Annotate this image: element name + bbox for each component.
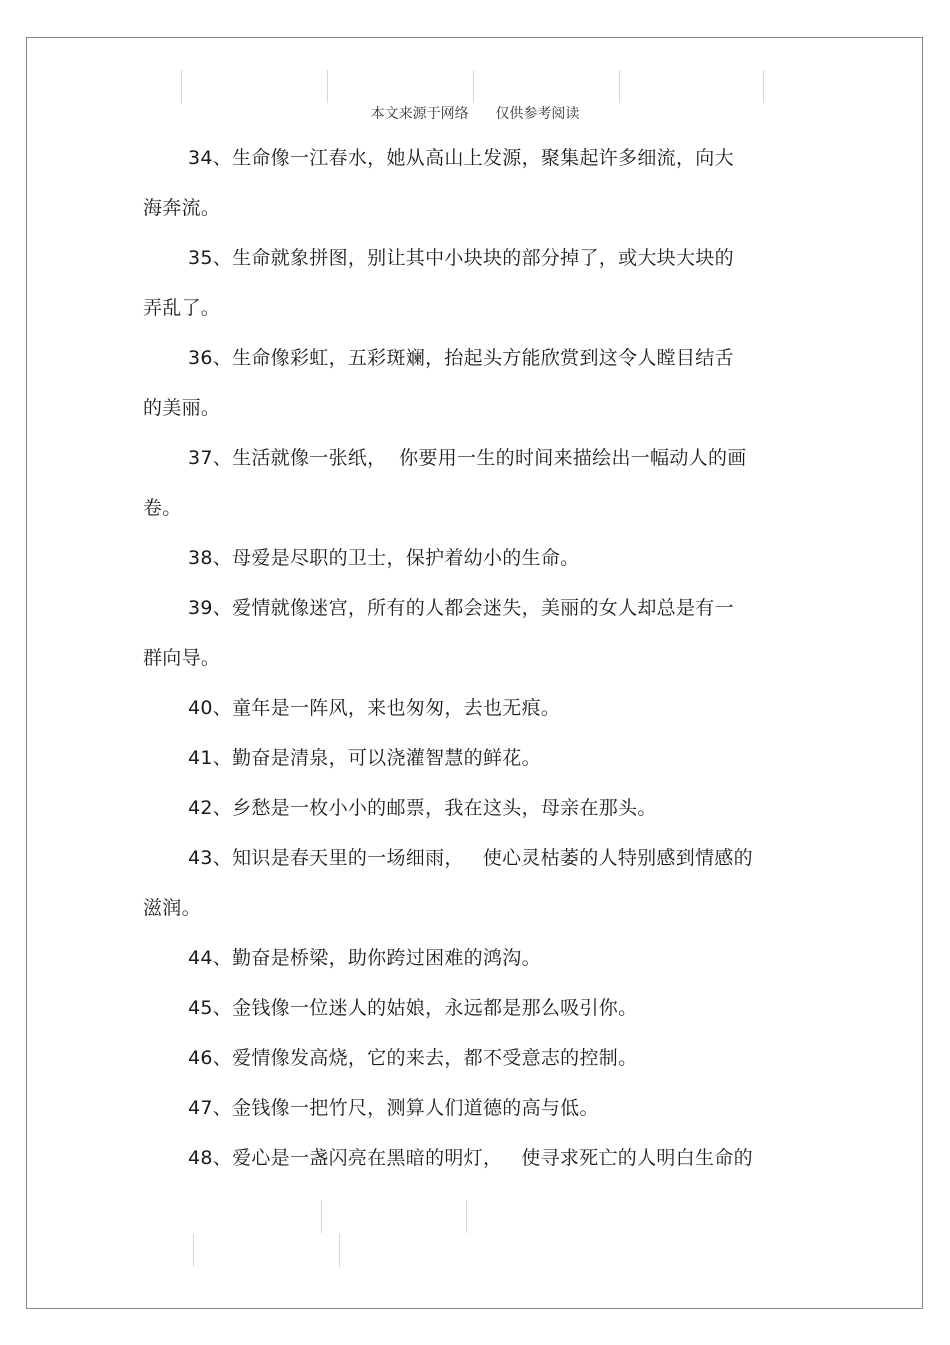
paragraph-first-line: 45、金钱像一位迷人的姑娘，永远都是那么吸引你。 bbox=[188, 997, 638, 1019]
paragraph-continuation: 卷。 bbox=[143, 497, 182, 519]
paragraph-first-line: 41、勤奋是清泉，可以浇灌智慧的鲜花。 bbox=[188, 747, 541, 769]
paragraph-first-line: 37、生活就像一张纸， 你要用一生的时间来描绘出一幅动人的画 bbox=[188, 447, 747, 469]
paragraph bbox=[143, 433, 793, 533]
paragraph bbox=[143, 783, 793, 833]
paragraph bbox=[143, 233, 793, 333]
top-mark-2 bbox=[327, 70, 328, 103]
paragraph bbox=[143, 333, 793, 433]
paragraph-first-line: 38、母爱是尽职的卫士，保护着幼小的生命。 bbox=[188, 547, 580, 569]
paragraph-continuation: 的美丽。 bbox=[143, 397, 221, 419]
paragraph-first-line: 47、金钱像一把竹尺，测算人们道德的高与低。 bbox=[188, 1097, 599, 1119]
paragraph-continuation: 滋润。 bbox=[143, 897, 201, 919]
paragraph-first-line: 44、勤奋是桥梁，助你跨过困难的鸿沟。 bbox=[188, 947, 541, 969]
paragraph-continuation: 群向导。 bbox=[143, 647, 221, 669]
bottom-mark-2 bbox=[466, 1200, 467, 1233]
top-mark-1 bbox=[181, 70, 182, 103]
paragraph bbox=[143, 533, 793, 583]
bottom-mark-4 bbox=[339, 1234, 340, 1267]
top-mark-3 bbox=[473, 70, 474, 103]
paragraph-first-line: 35、生命就象拼图，别让其中小块块的部分掉了，或大块大块的 bbox=[188, 247, 734, 269]
document-body bbox=[143, 133, 793, 1183]
paragraph-first-line: 43、知识是春天里的一场细雨， 使心灵枯萎的人特别感到情感的 bbox=[188, 847, 753, 869]
header-note: 本文来源于网络 仅供参考阅读 bbox=[370, 106, 580, 122]
paragraph-first-line: 42、乡愁是一枚小小的邮票，我在这头，母亲在那头。 bbox=[188, 797, 657, 819]
paragraph bbox=[143, 983, 793, 1033]
paragraph-first-line: 46、爱情像发高烧，它的来去，都不受意志的控制。 bbox=[188, 1047, 638, 1069]
paragraph-first-line: 39、爱情就像迷宫，所有的人都会迷失，美丽的女人却总是有一 bbox=[188, 597, 734, 619]
top-mark-5 bbox=[763, 70, 764, 103]
paragraph bbox=[143, 1083, 793, 1133]
paragraph bbox=[143, 833, 793, 933]
paragraph-continuation: 海奔流。 bbox=[143, 197, 221, 219]
paragraph bbox=[143, 683, 793, 733]
top-mark-4 bbox=[619, 70, 620, 103]
paragraph-first-line: 36、生命像彩虹，五彩斑斓，抬起头方能欣赏到这令人瞠目结舌 bbox=[188, 347, 734, 369]
bottom-mark-1 bbox=[321, 1200, 322, 1233]
paragraph bbox=[143, 583, 793, 683]
paragraph-first-line: 34、生命像一江春水，她从高山上发源，聚集起许多细流，向大 bbox=[188, 147, 734, 169]
paragraph-continuation: 弄乱了。 bbox=[143, 297, 221, 319]
paragraph-first-line: 40、童年是一阵风，来也匆匆，去也无痕。 bbox=[188, 697, 561, 719]
paragraph bbox=[143, 1133, 793, 1183]
paragraph bbox=[143, 1033, 793, 1083]
paragraph bbox=[143, 733, 793, 783]
paragraph bbox=[143, 933, 793, 983]
paragraph-first-line: 48、爱心是一盏闪亮在黑暗的明灯， 使寻求死亡的人明白生命的 bbox=[188, 1147, 753, 1169]
bottom-mark-3 bbox=[193, 1234, 194, 1267]
paragraph bbox=[143, 133, 793, 233]
